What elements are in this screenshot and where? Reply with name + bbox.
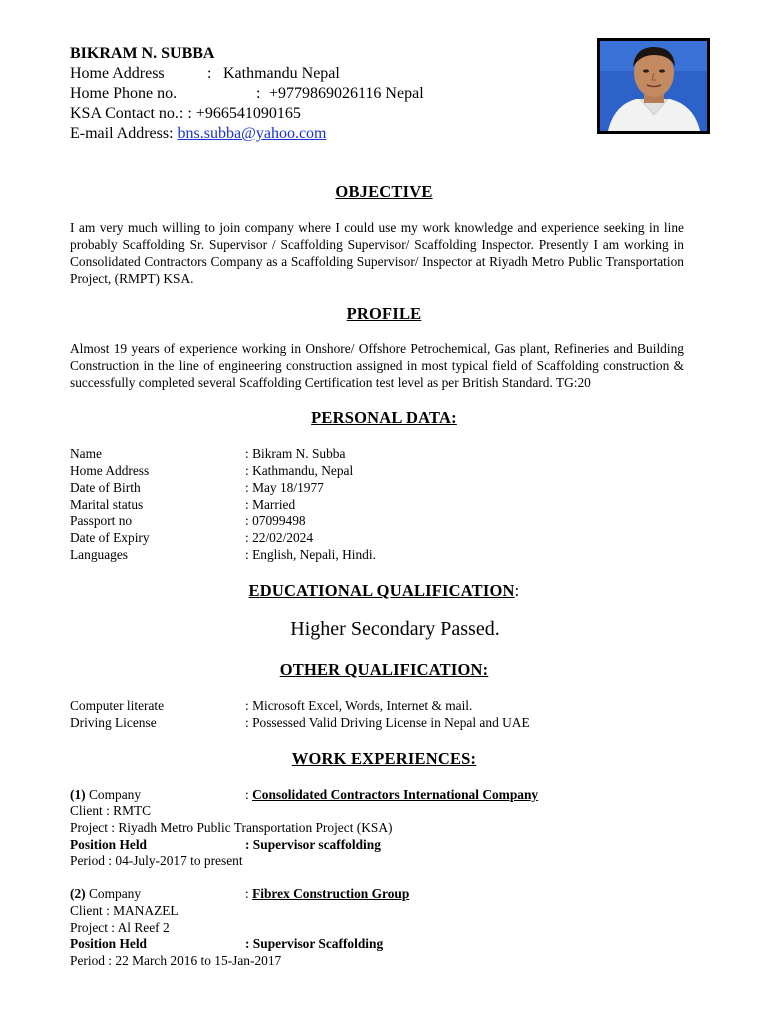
personal-row-languages: Languages : English, Nepali, Hindi.: [70, 547, 376, 562]
job-1-position: Position Held : Supervisor scaffolding: [70, 837, 381, 852]
ksa-contact-line: KSA Contact no.: : +966541090165: [70, 105, 301, 122]
personal-row-expiry: Date of Expiry : 22/02/2024: [70, 530, 314, 545]
profile-heading: PROFILE: [346, 304, 422, 323]
other-qualification-heading: OTHER QUALIFICATION:: [279, 660, 489, 679]
email-line: E-mail Address: bns.subba@yahoo.com: [70, 125, 327, 142]
personal-row-marital: Marital status : Married: [70, 497, 296, 512]
portrait-image: [600, 41, 707, 131]
job-1-project: Project : Riyadh Metro Public Transportation Project (KSA): [70, 820, 393, 835]
job-2-period: Period : 22 March 2016 to 15-Jan-2017: [70, 953, 282, 968]
home-phone-line: Home Phone no. : +9779869026116 Nepal: [70, 85, 424, 102]
personal-row-dob: Date of Birth : May 18/1977: [70, 480, 324, 495]
job-2-project: Project : Al Reef 2: [70, 920, 170, 935]
job-2-position: Position Held : Supervisor Scaffolding: [70, 936, 384, 951]
job-2-client: Client : MANAZEL: [70, 903, 179, 918]
job-1-client: Client : RMTC: [70, 803, 152, 818]
other-row-computer: Computer literate : Microsoft Excel, Words, Internet & mail.: [70, 698, 473, 713]
job-1-company: (1) Company : Consolidated Contractors International Company: [70, 787, 539, 802]
profile-photo: [597, 38, 710, 134]
job-2-company: (2) Company : Fibrex Construction Group: [70, 886, 410, 901]
objective-heading: OBJECTIVE: [335, 182, 433, 201]
personal-row-name: Name : Bikram N. Subba: [70, 446, 346, 461]
personal-data-heading: PERSONAL DATA:: [311, 408, 457, 427]
work-experience-heading: WORK EXPERIENCES:: [291, 749, 477, 768]
personal-row-passport: Passport no : 07099498: [70, 513, 306, 528]
profile-text: Almost 19 years of experience working in Onshore/ Offshore Petrochemical, Gas plant, Refineries and Building Construction in the line of engineering construction assigned in most typical field of Scaffolding construction & successfully completed several Scaffolding Certification test level as per British Standard. TG:20: [70, 341, 684, 390]
candidate-name: BIKRAM N. SUBBA: [70, 45, 215, 62]
education-text: Higher Secondary Passed.: [290, 618, 500, 640]
personal-row-home-address: Home Address : Kathmandu, Nepal: [70, 463, 354, 478]
objective-text: I am very much willing to join company where I could use my work knowledge and experience seeking in line probably Scaffolding Sr. Supervisor / Scaffolding Supervisor/ Scaffolding Inspector. Presently I am working in Consolidated Contractors Company as a Scaffolding Supervisor/ Inspector at Riyadh Metro Public Transportation Project, (RMPT) KSA.: [70, 220, 684, 286]
other-row-driving: Driving License : Possessed Valid Driving License in Nepal and UAE: [70, 715, 530, 730]
home-address-line: Home Address : Kathmandu Nepal: [70, 65, 340, 82]
job-1-period: Period : 04-July-2017 to present: [70, 853, 243, 868]
email-link[interactable]: bns.subba@yahoo.com: [177, 125, 327, 142]
education-heading: EDUCATIONAL QUALIFICATION:: [248, 581, 520, 600]
